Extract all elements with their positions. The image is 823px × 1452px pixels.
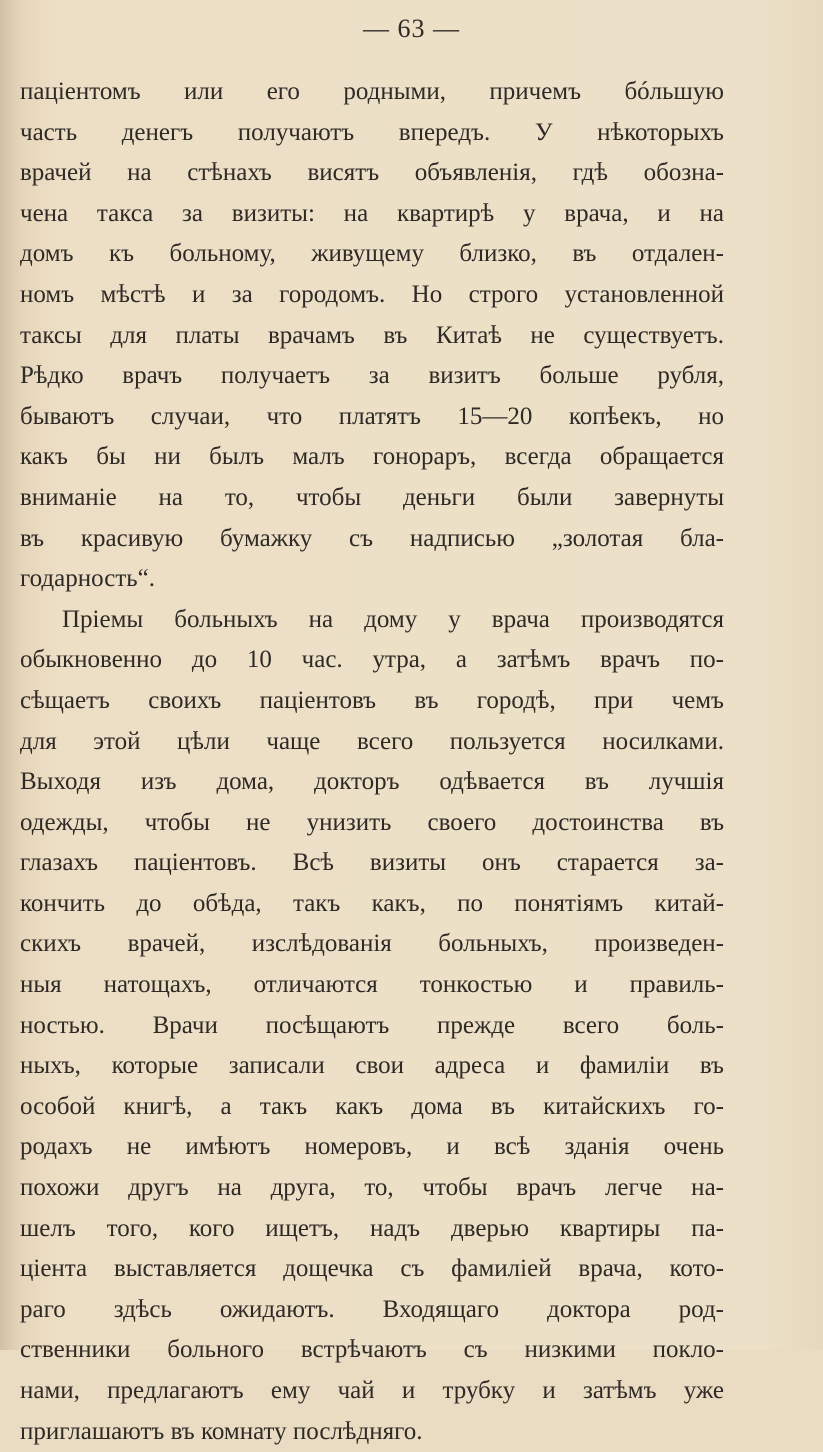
text-line: для этой цѣли чаще всего пользуется носилками. — [20, 727, 724, 755]
text-line: врачей на стѣнахъ висятъ объявленія, гдѣ обозна- — [20, 159, 724, 187]
text-line: номъ мѣстѣ и за городомъ. Но строго установленной — [20, 280, 724, 308]
text-line: таксы для платы врачамъ въ Китаѣ не существуетъ. — [20, 321, 724, 349]
text-line: ныя натощахъ, отличаются тонкостью и правиль- — [20, 971, 724, 999]
text-line: приглашаютъ въ комнату послѣдняго. — [20, 1417, 423, 1445]
text-line: Выходя изъ дома, докторъ одѣвается въ лучшія — [20, 768, 724, 796]
text-line: годарность“. — [20, 565, 155, 593]
text-line: шелъ того, кого ищетъ, надъ дверью квартиры па- — [20, 1214, 724, 1242]
text-line: особой книгѣ, а такъ какъ дома въ китайскихъ го- — [20, 1092, 724, 1120]
text-line: ныхъ, которые записали свои адреса и фамиліи въ — [20, 1052, 724, 1080]
text-line: ціента выставляется дощечка съ фамиліей врача, кото- — [20, 1255, 724, 1283]
text-line: кончить до обѣда, такъ какъ, по понятіямъ китай- — [20, 889, 724, 917]
text-line: ственники больного встрѣчаютъ съ низкими покло- — [20, 1336, 724, 1364]
paragraph — [20, 600, 724, 1452]
text-line: нами, предлагаютъ ему чай и трубку и затѣмъ уже — [20, 1377, 724, 1404]
text-line: Рѣдко врачъ получаетъ за визитъ больше рубля, — [20, 362, 724, 390]
body-text — [20, 72, 724, 1452]
text-line: паціентомъ или его родными, причемъ бóльшую — [20, 78, 724, 105]
text-line: глазахъ паціентовъ. Всѣ визиты онъ старается за- — [20, 849, 724, 877]
text-line: одежды, чтобы не унизить своего достоинства въ — [20, 808, 724, 836]
text-line: обыкновенно до 10 час. утра, а затѣмъ врачъ по- — [20, 646, 724, 674]
text-line: въ красивую бумажку съ надписью „золотая бла- — [20, 524, 724, 552]
text-line: домъ къ больному, живущему близко, въ отдален- — [20, 240, 724, 268]
page-number: — 63 — — [363, 14, 460, 43]
text-line: Пріемы больныхъ на дому у врача производятся — [62, 605, 724, 633]
text-line: чена такса за визиты: на квартирѣ у врача, и на — [20, 199, 724, 227]
text-line: родахъ не имѣютъ номеровъ, и всѣ зданія очень — [20, 1133, 724, 1161]
text-line: скихъ врачей, изслѣдованія больныхъ, произведен- — [20, 930, 724, 958]
text-line: похожи другъ на друга, то, чтобы врачъ легче на- — [20, 1174, 724, 1202]
text-line: бываютъ случаи, что платятъ 15—20 копѣекъ, но — [20, 402, 724, 430]
text-line: сѣщаетъ своихъ паціентовъ въ городѣ, при чемъ — [20, 686, 724, 714]
text-line: часть денегъ получаютъ впередъ. У нѣкоторыхъ — [20, 118, 724, 146]
text-line: какъ бы ни былъ малъ гонораръ, всегда обращается — [20, 443, 724, 471]
text-line: ностью. Врачи посѣщаютъ прежде всего боль- — [20, 1011, 724, 1039]
text-line: вниманіе на то, чтобы деньги были завернуты — [20, 483, 724, 511]
paragraph — [20, 72, 724, 600]
text-line: раго здѣсь ожидаютъ. Входящаго доктора род- — [20, 1295, 724, 1323]
